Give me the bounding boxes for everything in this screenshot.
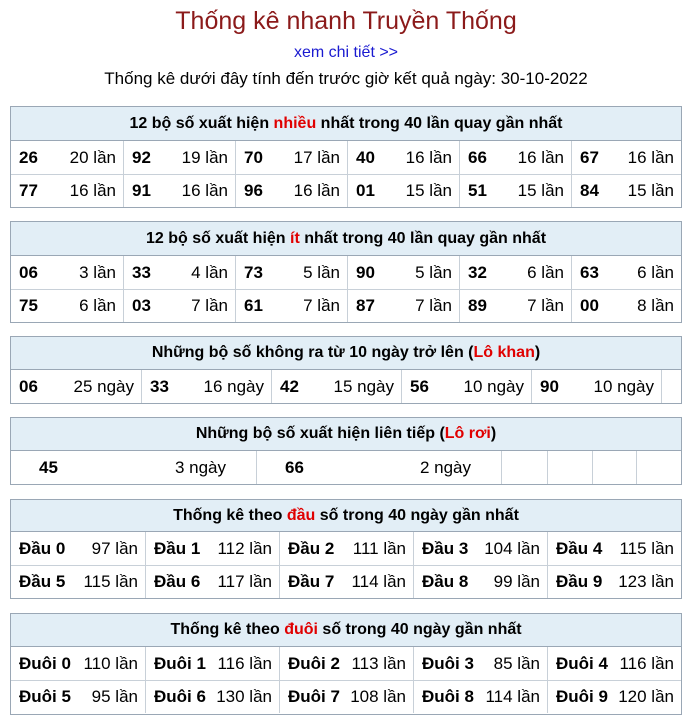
stat-value: 15 ngày: [333, 376, 394, 396]
stat-key: Đầu 4: [556, 538, 603, 558]
stat-value: 15 lần: [517, 181, 564, 200]
stat-key: Đuôi 8: [422, 687, 474, 706]
stat-key: Đầu 3: [422, 538, 469, 558]
stat-value: 85 lần: [493, 653, 540, 673]
empty-cell: [592, 451, 637, 484]
stat-row: [11, 565, 681, 598]
stat-key: Đầu 5: [19, 572, 66, 591]
stat-row: [11, 289, 681, 322]
stat-value: 19 lần: [181, 147, 228, 167]
stat-value: 99 lần: [493, 572, 540, 591]
stat-value: 117 lần: [217, 572, 272, 591]
stat-cell: [347, 141, 459, 174]
stat-cell: [11, 256, 123, 289]
stat-cell: [547, 566, 681, 598]
empty-cell: [636, 451, 681, 484]
stat-cell: [256, 451, 501, 484]
stat-value: 3 ngày: [174, 457, 226, 477]
stat-cell: [547, 647, 681, 680]
stat-key: 03: [132, 296, 151, 315]
stat-cell: [235, 175, 347, 207]
stat-value: 16 ngày: [203, 376, 264, 396]
stat-cell: [123, 141, 235, 174]
stat-cell: [413, 647, 547, 680]
stat-value: 120 lần: [618, 687, 674, 706]
stat-cell: [571, 256, 681, 289]
lo-roi-box: [10, 417, 682, 485]
most-frequent-box: [10, 106, 682, 208]
stat-key: 26: [19, 147, 38, 167]
least-frequent-box: [10, 221, 682, 323]
dau-stats-grid: [11, 532, 681, 598]
stat-key: 73: [244, 262, 263, 282]
stat-key: 33: [150, 376, 169, 396]
stat-cell: [279, 681, 413, 713]
stat-key: 63: [580, 262, 599, 282]
stat-row: [11, 256, 681, 289]
stat-value: 10 ngày: [593, 376, 654, 396]
stat-key: Đầu 6: [154, 572, 201, 591]
stat-key: Đuôi 0: [19, 653, 71, 673]
stat-cell: [459, 290, 571, 322]
most-frequent-grid: [11, 141, 681, 207]
stat-row: [11, 680, 681, 713]
duoi-stats-box: [10, 613, 682, 715]
stat-value: 16 lần: [517, 147, 564, 167]
stat-cell: [235, 256, 347, 289]
stat-value: 115 lần: [619, 538, 674, 558]
stat-key: 40: [356, 147, 375, 167]
stat-cell: [413, 532, 547, 565]
stat-cell: [547, 681, 681, 713]
stat-value: 2 ngày: [419, 457, 471, 477]
stat-key: 87: [356, 296, 375, 315]
stat-key: 45: [39, 457, 58, 477]
stat-value: 130 lần: [216, 687, 272, 706]
stat-row: [11, 141, 681, 174]
stat-value: 7 lần: [527, 296, 564, 315]
stat-key: 92: [132, 147, 151, 167]
stat-value: 6 lần: [79, 296, 116, 315]
least-frequent-header: 12 bộ số xuất hiện ít nhất trong 40 lần quay gần nhất: [11, 222, 681, 256]
stat-key: 66: [285, 457, 304, 477]
stat-cell: [347, 175, 459, 207]
stat-key: Đuôi 6: [154, 687, 206, 706]
stat-cell: [347, 290, 459, 322]
lo-roi-header: Những bộ số xuất hiện liên tiếp (Lô rơi): [11, 418, 681, 451]
stat-value: 113 lần: [351, 653, 406, 673]
stat-value: 116 lần: [217, 653, 272, 673]
stat-key: 75: [19, 296, 38, 315]
stat-cell: [459, 175, 571, 207]
stat-cell: [11, 175, 123, 207]
stat-cell: [413, 566, 547, 598]
stat-key: Đầu 0: [19, 538, 66, 558]
stat-key: Đuôi 3: [422, 653, 474, 673]
stat-cell: [123, 175, 235, 207]
stat-key: Đuôi 7: [288, 687, 340, 706]
stat-value: 16 lần: [405, 147, 452, 167]
stat-value: 6 lần: [637, 262, 674, 282]
stat-value: 114 lần: [351, 572, 406, 591]
stat-key: Đuôi 2: [288, 653, 340, 673]
stat-cell: [11, 370, 141, 403]
stat-cell: [145, 566, 279, 598]
stat-value: 115 lần: [83, 572, 138, 591]
stat-key: 96: [244, 181, 263, 200]
stat-key: Đầu 8: [422, 572, 469, 591]
stat-key: 51: [468, 181, 487, 200]
most-frequent-header: 12 bộ số xuất hiện nhiều nhất trong 40 lần quay gần nhất: [11, 107, 681, 141]
stat-row: [11, 647, 681, 680]
stat-value: 5 lần: [303, 262, 340, 282]
dau-stats-box: [10, 499, 682, 599]
stat-key: Đầu 2: [288, 538, 335, 558]
stat-cell: [571, 141, 681, 174]
stat-value: 15 lần: [627, 181, 674, 200]
stat-cell: [145, 647, 279, 680]
stat-key: Đầu 7: [288, 572, 335, 591]
stat-key: Đuôi 5: [19, 687, 71, 706]
stat-key: 42: [280, 376, 299, 396]
stat-cell: [547, 532, 681, 565]
stat-cell: [141, 370, 271, 403]
stat-cell: [11, 532, 145, 565]
page-subtitle: Thống kê dưới đây tính đến trước giờ kết quả ngày: 30-10-2022: [104, 69, 588, 88]
stat-key: 66: [468, 147, 487, 167]
stat-key: 90: [540, 376, 559, 396]
stat-value: 16 lần: [181, 181, 228, 200]
stat-key: 06: [19, 262, 38, 282]
view-details-link[interactable]: xem chi tiết >>: [293, 44, 399, 61]
empty-cell: [547, 451, 592, 484]
lo-khan-row: [11, 370, 681, 403]
stat-value: 6 lần: [527, 262, 564, 282]
lo-roi-row: [11, 451, 681, 484]
stat-cell: [279, 532, 413, 565]
least-frequent-grid: [11, 256, 681, 322]
stat-key: 67: [580, 147, 599, 167]
stat-key: 01: [356, 181, 375, 200]
stat-key: 91: [132, 181, 151, 200]
stat-key: 90: [356, 262, 375, 282]
stat-cell: [123, 290, 235, 322]
stat-key: 77: [19, 181, 38, 200]
stat-cell: [235, 141, 347, 174]
stat-value: 3 lần: [79, 262, 116, 282]
stat-cell: [11, 141, 123, 174]
duoi-stats-grid: [11, 647, 681, 713]
stat-cell: [347, 256, 459, 289]
stat-cell: [271, 370, 401, 403]
stat-cell: [11, 290, 123, 322]
stat-value: 114 lần: [485, 687, 540, 706]
stat-value: 17 lần: [293, 147, 340, 167]
stat-key: 33: [132, 262, 151, 282]
stat-key: 00: [580, 296, 599, 315]
stat-value: 8 lần: [637, 296, 674, 315]
stat-key: 56: [410, 376, 429, 396]
stat-value: 20 lần: [69, 147, 116, 167]
stat-value: 111 lần: [352, 538, 406, 558]
dau-stats-header: Thống kê theo đầu số trong 40 ngày gần nhất: [11, 500, 681, 532]
stat-cell: [11, 566, 145, 598]
lo-khan-header: Những bộ số không ra từ 10 ngày trở lên (Lô khan): [11, 337, 681, 370]
duoi-stats-header: Thống kê theo đuôi số trong 40 ngày gần nhất: [11, 614, 681, 647]
stat-cell: [531, 370, 661, 403]
stat-key: Đuôi 4: [556, 653, 608, 673]
stat-cell: [235, 290, 347, 322]
stat-value: 16 lần: [69, 181, 116, 200]
stat-key: 32: [468, 262, 487, 282]
stat-value: 16 lần: [627, 147, 674, 167]
stat-cell: [571, 290, 681, 322]
stat-key: Đầu 9: [556, 572, 603, 591]
stat-key: 06: [19, 376, 38, 396]
stat-value: 116 lần: [619, 653, 674, 673]
stat-cell: [145, 532, 279, 565]
stat-cell: [413, 681, 547, 713]
stat-value: 7 lần: [415, 296, 452, 315]
stat-value: 7 lần: [191, 296, 228, 315]
stat-cell: [11, 647, 145, 680]
stat-value: 7 lần: [303, 296, 340, 315]
stat-key: Đầu 1: [154, 538, 201, 558]
stat-value: 108 lần: [350, 687, 406, 706]
stat-key: 84: [580, 181, 599, 200]
stat-cell: [279, 566, 413, 598]
stat-cell: [145, 681, 279, 713]
stat-value: 4 lần: [191, 262, 228, 282]
stat-cell: [459, 141, 571, 174]
page-title: Thống kê nhanh Truyền Thống: [175, 7, 517, 35]
stat-key: Đuôi 9: [556, 687, 608, 706]
stat-value: 16 lần: [293, 181, 340, 200]
stat-value: 97 lần: [91, 538, 138, 558]
stat-cell: [11, 681, 145, 713]
stat-value: 10 ngày: [463, 376, 524, 396]
stat-cell: [279, 647, 413, 680]
stat-cell: [123, 256, 235, 289]
stat-value: 123 lần: [618, 572, 674, 591]
stat-row: [11, 174, 681, 207]
stat-row: [11, 532, 681, 565]
stat-cell: [401, 370, 531, 403]
lo-khan-box: [10, 336, 682, 404]
stat-key: Đuôi 1: [154, 653, 206, 673]
stat-value: 112 lần: [217, 538, 272, 558]
empty-cell: [501, 451, 547, 484]
stat-value: 25 ngày: [73, 376, 134, 396]
stat-value: 15 lần: [405, 181, 452, 200]
stat-key: 61: [244, 296, 263, 315]
stat-cell: [571, 175, 681, 207]
stat-value: 5 lần: [415, 262, 452, 282]
stat-cell: [11, 451, 256, 484]
stat-key: 70: [244, 147, 263, 167]
stat-key: 89: [468, 296, 487, 315]
stat-cell: [459, 256, 571, 289]
stat-value: 95 lần: [91, 687, 138, 706]
empty-cell: [661, 370, 681, 403]
stat-value: 104 lần: [484, 538, 540, 558]
stat-value: 110 lần: [83, 653, 138, 673]
